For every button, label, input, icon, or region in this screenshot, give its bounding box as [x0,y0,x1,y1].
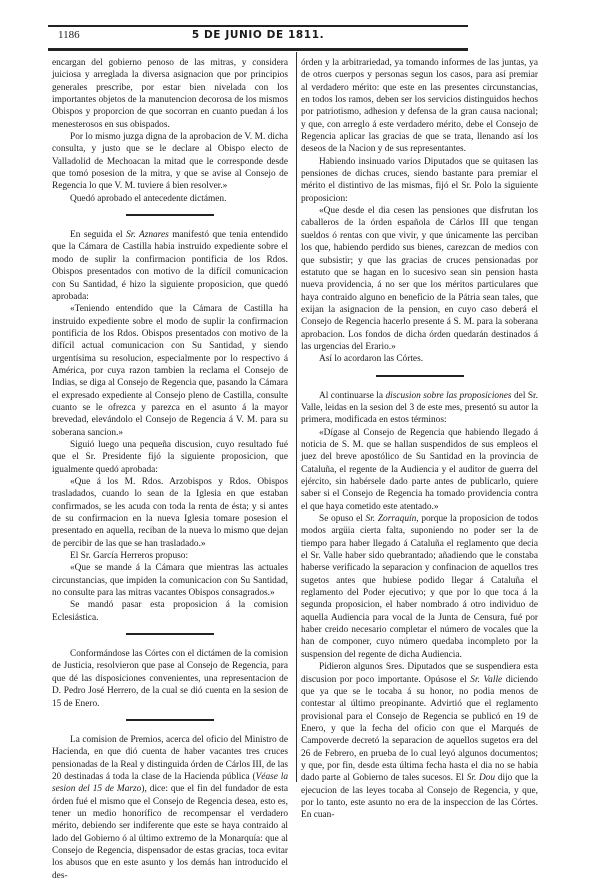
paragraph-text: En seguida el [70,230,127,241]
paragraph-text: «Dígase al Consejo de Regencia que habiendo llegado á noticia de S. M. que se hallan suspendidos de sus empleos el juez del breve apostólico de Su Santidad en la provincia de Cataluña, el regente de la Audiencia y el auditor de guerra del ejército, sin habérsele dado parte antes de publicarlo, quiere saber si el Consejo de Regencia ha tomado providencia contra el que haya cometido este atentado.» [301,427,538,512]
speaker-name: Sr. Valle [470,674,503,685]
paragraph-text: Siguió luego una pequeña discusion, cuyo resultado fué que el Sr. Presidente fijó la siguiente proposicion, que igualmente quedó aprobada: [52,439,288,475]
paragraph-text: Quedó aprobado el antecedente dictámen. [70,193,227,204]
paragraph [52,229,288,303]
paragraph-text: manifestó que tenia entendido que la Cámara de Castilla habia instruido expediente sobre el modo de suplir la confirmacion pontificia de los Rdos. Obispos presentados con motivo de la difícil comunicacion con Su Santidad, é hizo la siguiente proposicion, que quedó aprobada: [52,230,288,302]
paragraph-text: Al continuarse la [319,390,386,401]
paragraph [52,57,288,131]
paragraph [301,205,538,353]
paragraph-text: , porque la proposicion de todos modos argüia cierta falta, suponiendo no poder ser la de tiempo para haber llegado á Cataluña el reglamento que decia el Sr. Valle haber sido quebrantado; añadiendo que le constaba haberse verificado la separacion y confinacion de aquellos tres sugetos antes que hubiese podido llegar á Cataluña el reglamento del Poder ejecutivo; y que por lo que toca á la segunda proposicion, el haber nombrado á otro individuo de aquella Audiencia para vocal de la Junta de Censura, fué por haber creido necesario completar el número de vocales que la han de componer, cuyo número quedaba incompleto por la suspension del regente de dicha Audiencia. [301,514,539,660]
paragraph-text: ), dice: que el fin del fundador de esta órden fué el mismo que el Consejo de Regencia desea, esto es, tener un medio honorífico de recompensar el verdadero mérito, debiendo ser indiferente que este se haya contraido al lado del Gobierno ó al último extremo de la Monarquía: que al Consejo de Regencia, dispensador de estas gracias, toca evitar los abusos que en este asunto y los demás han introducido el des- [52,784,288,881]
paragraph-text: Pidieron algunos Sres. Diputados que se suspendiera esta discusion por poco importante. Opúsose el [301,662,538,685]
paragraph-text: «Teniendo entendido que la Cámara de Castilla ha instruido expediente sobre el modo de suplir la confirmacion pontificia de los Rdos. Obispos presentados con motivo de la difícil actual comunicacion con Su Santidad, y siendo urgentísima su resolucion, especialmente por lo respectivo á América, por cuya razon tambien la reclama el Consejo de Indias, se diga al Consejo de Regencia que, pasando la Cámara el expresado expediente al Consejo pleno de Castilla, consulte cuanto se le ofrezca y parezca en el asunto á la mayor brevedad, elevándolo el Consejo de Regencia á V. M. para su soberana sancion.» [52,304,288,438]
page-number: 1186 [58,29,80,41]
paragraph [301,661,538,821]
paragraph [301,427,538,513]
speaker-name: Véase la sesion del 15 de Marzo [52,771,288,795]
paragraph-text: Conformándose las Córtes con el dictámen de la comision de Justicia, resolvieron que pase al Consejo de Regencia, para que dé las disposiciones convenientes, una representacion de D. Pedro José Herrero, de la cual se dió cuenta en la sesion de 15 de Enero. [52,649,288,709]
section-separator [126,214,214,216]
speaker-name: Sr. Zorraquín [365,514,417,525]
paragraph [52,439,288,476]
paragraph-text: Se mandó pasar esta proposicion á la comision Eclesiástica. [52,600,288,623]
paragraph-text: Habiendo insinuado varios Diputados que se quitasen las pensiones de dichas cruces, siendo bastante para premiar el mérito el distintivo de las mismas, fijó el Sr. Polo la siguiente proposicion: [301,156,538,204]
speaker-name: Sr. Dou [466,773,496,784]
paragraph-text: del Sr. Valle, leidas en la sesion del 3 de este mes, presentó su autor la primera, modificada en estos términos: [301,390,538,426]
header-top-rule [48,25,468,27]
paragraph [301,390,538,427]
section-separator [376,375,464,377]
paragraph [52,131,288,193]
paragraph [52,562,288,599]
paragraph [52,599,288,624]
paragraph-text: El Sr. García Herreros propuso: [70,551,189,562]
section-separator [126,719,214,721]
paragraph-text: La comision de Premios, acerca del oficio del Ministro de Hacienda, en que dió cuenta de haber vacantes tres cruces pensionadas de la Real y distinguida órden de Cárlos III, de las 20 destinadas á toda la clase de la Hacienda pública ( [52,734,288,782]
left-column [52,57,288,882]
paragraph-text: Por lo mismo juzga digna de la aprobacion de V. M. dicha consulta, y justo que se le declare al Obispo electo de Valladolid de Mechoacan la mitad que le corresponde desde que tomó posesion de la mitra, y que se avise al Consejo de Regencia lo que V. M. tuviere á bien resolver.» [52,132,288,192]
page-date: 5 DE JUNIO DE 1811. [191,29,325,41]
paragraph-text: encargan del gobierno penoso de las mitras, y considera juiciosa y arreglada la diversa asignacion que por principios generales prescribe, por estar bien nivelada con los importantes objetos de la manutencion decorosa de los mismos Obispos y proporcion de que socorran en cuanto puedan á los menesterosos en sus obispados. [52,58,288,130]
page-header [48,29,468,45]
column-divider [296,52,297,782]
speaker-name: Sr. Aznares [126,230,169,241]
paragraph-text: «Que se mande á la Cámara que mientras las actuales circunstancias, que impiden la comunicacion con Su Santidad, no consulte para las mitras vacantes Obispos consagrados.» [52,563,288,599]
paragraph [52,476,288,550]
paragraph [301,57,538,156]
paragraph [52,550,288,562]
paragraph-text: órden y la arbitrariedad, ya tomando informes de las juntas, ya de otros cuerpos y personas segun los casos, para así premiar al verdadero mérito: que este en las presentes circunstancias, en todos los ramos, deben ser los servicios distinguidos hechos por patriotismo, adhesion y defensa de la gran causa nacional; y que, con arreglo á este verdadero mérito, debe el Consejo de Regencia aplicar las gracias de que se trata, llenando así los deseos de la Nacion y de sus representantes. [301,58,538,155]
paragraph [52,648,288,710]
paragraph [52,193,288,205]
paragraph [52,303,288,439]
paragraph-text: dijo que la ejecucion de las leyes tocaba al Consejo de Regencia, y que, por lo tanto, este asunto no era de la inspeccion de las Córtes. En cuan- [301,773,539,821]
right-column [301,57,538,822]
paragraph [301,353,538,365]
paragraph-text: Se opuso el [319,514,366,525]
paragraph-text: diciendo que ya que se le tocaba á su honor, no podia menos de contestar al último preopinante. Advirtió que el reglamento provisional para el Consejo de Regencia se publicó en 19 de Enero, y que la fecha del oficio con que el Marqués de Campoverde decretó la separacion de aquellos sugetos era del 26 de Febrero, en prueba de lo cual leyó algunos documentos; y que, por fin, desde esta última fecha hasta el dia no se habia dado parte al Gobierno de tales sucesos. El [301,674,538,784]
paragraph [301,513,538,661]
section-separator [126,633,214,635]
paragraph [301,156,538,205]
paragraph [52,734,288,882]
speaker-name: discusion sobre las proposiciones [385,390,512,401]
paragraph-text: «Que á los M. Rdos. Arzobispos y Rdos. Obispos trasladados, cuando lo sean de la Iglesia en que estaban confirmados, se les acuda con toda la renta de ésta; y si antes de su confirmacion en la nueva Iglesia tomare posesion el presentado en aquella, reciban de la nueva lo mismo que dejan de percibir de las que se han trasladado.» [52,477,288,549]
paragraph-text: Así lo acordaron las Córtes. [319,354,424,365]
paragraph-text: «Que desde el dia cesen las pensiones que disfrutan los caballeros de la órden española de Cárlos III que tengan sueldos ó rentas con que vivir, y que únicamente las perciban los que, habiendo perdido sus bienes, carezcan de medios con que subsistir; y que las gracias de cruces pensionadas por estatuto que se hagan en lo sucesivo sean sin pension hasta nueva providencia, á no ser que los méritos particulares que haya contraido alguno en beneficio de la Pátria sean tales, que exijan la asignacion de la pension, en cuyo caso deberá el Consejo de Regencia hacerlo presente á S. M. para la soberana aprobacion. Los fondos de dicha órden quedarán destinados á las urgencias del Erario.» [301,206,538,352]
header-bottom-rule [48,48,468,51]
